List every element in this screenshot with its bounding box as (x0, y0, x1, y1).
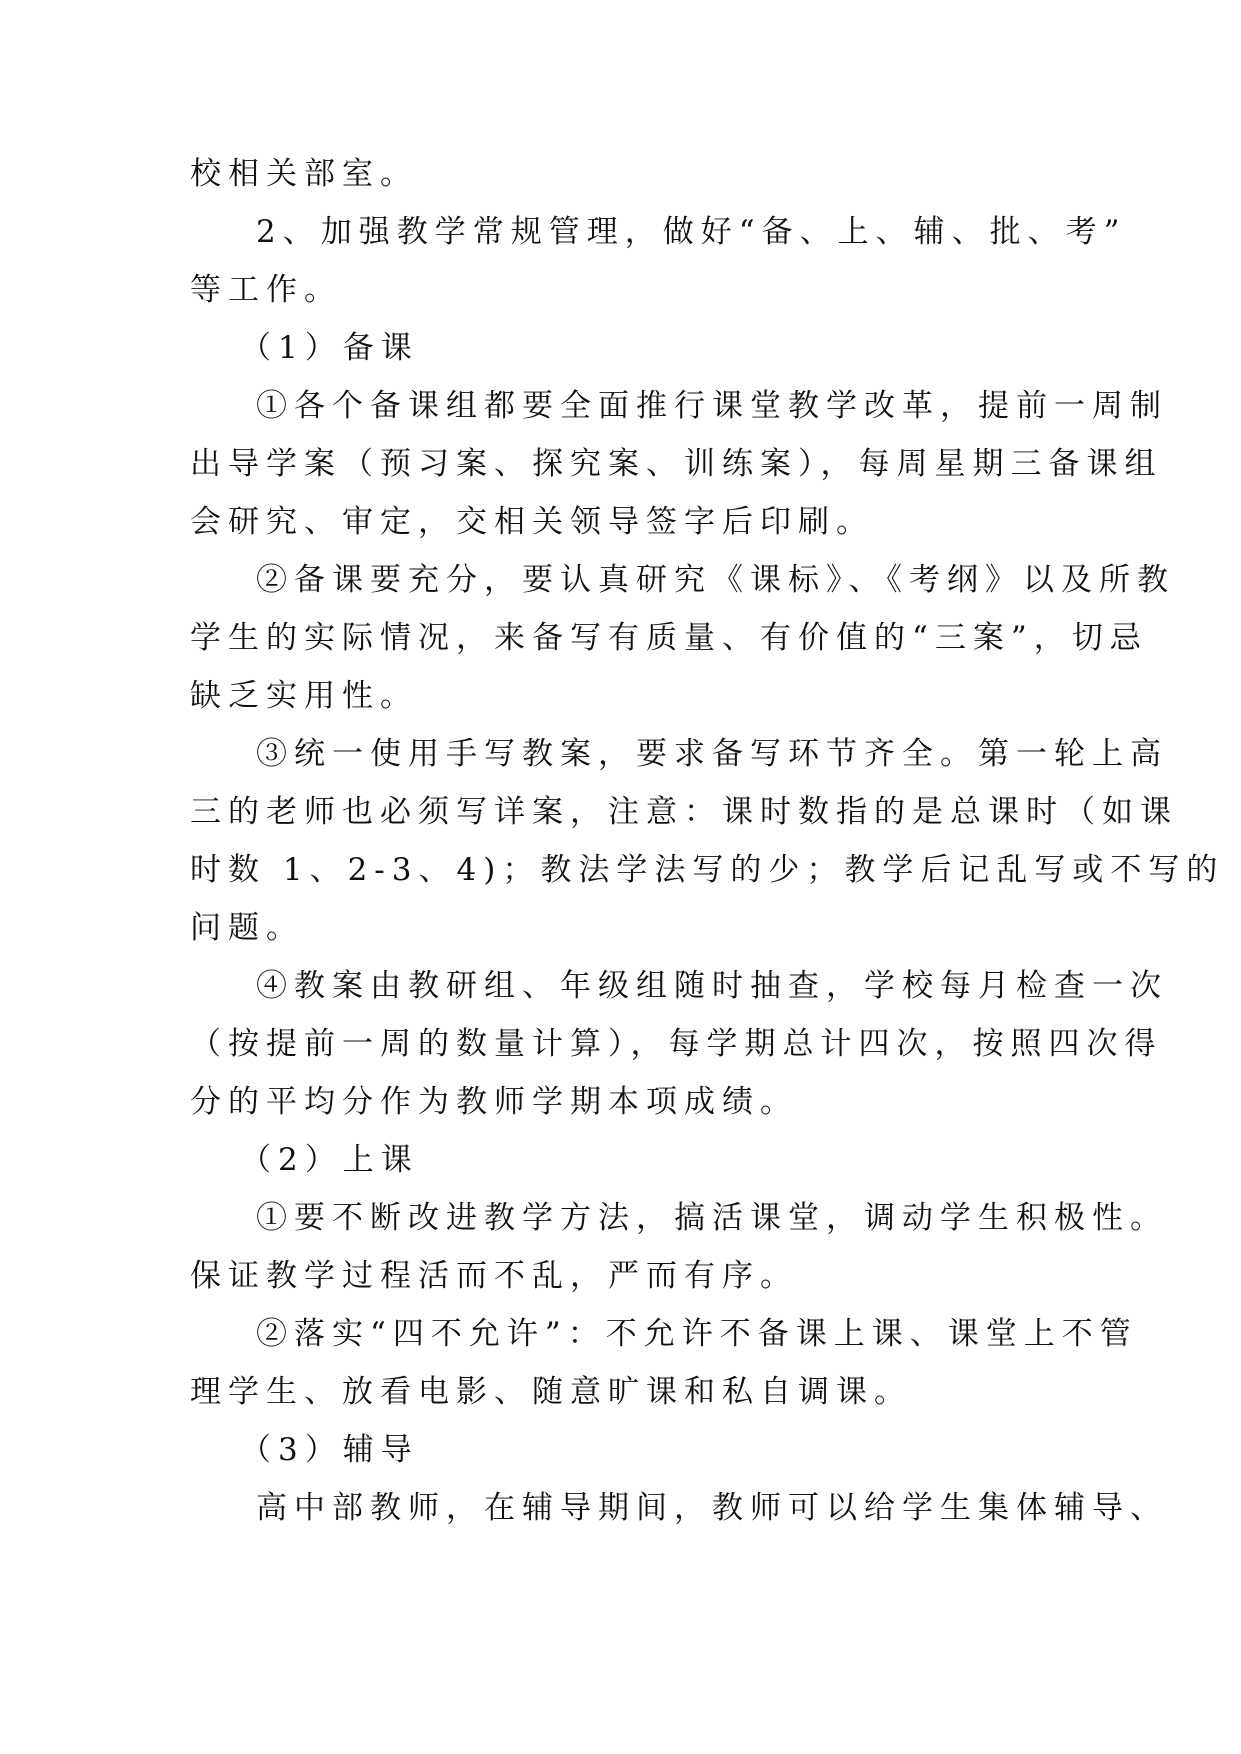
text-line: 缺乏实用性。 (190, 678, 418, 714)
text-line: 保证教学过程活而不乱，严而有序。 (190, 1258, 798, 1294)
text-line: 校相关部室。 (190, 156, 418, 192)
text-line: ①要不断改进教学方法，搞活课堂，调动学生积极性。 (256, 1200, 1168, 1236)
text-line: 会研究、审定，交相关领导签字后印刷。 (190, 504, 874, 540)
text-line: ②落实“四不允许”：不允许不备课上课、课堂上不管 (256, 1316, 1138, 1352)
text-line: ③统一使用手写教案，要求备写环节齐全。第一轮上高 (256, 736, 1168, 772)
text-line: ①各个备课组都要全面推行课堂教学改革，提前一周制 (256, 388, 1168, 424)
text-line: （按提前一周的数量计算），每学期总计四次，按照四次得 (190, 1026, 1163, 1062)
text-line: 时数 1、2-3、4)；教法学法写的少；教学后记乱写或不写的 (190, 852, 1225, 888)
text-line: ④教案由教研组、年级组随时抽查，学校每月检查一次 (256, 968, 1168, 1004)
text-line: 高中部教师，在辅导期间，教师可以给学生集体辅导、 (256, 1490, 1168, 1526)
text-line: 出导学案（预习案、探究案、训练案），每周星期三备课组 (190, 446, 1163, 482)
text-line: 学生的实际情况，来备写有质量、有价值的“三案”，切忌 (190, 620, 1148, 656)
text-line: 理学生、放看电影、随意旷课和私自调课。 (190, 1374, 912, 1410)
section-heading: 2、加强教学常规管理，做好“备、上、辅、批、考” (256, 214, 1127, 250)
text-line: 三的老师也必须写详案，注意：课时数指的是总课时（如课 (190, 794, 1178, 830)
text-line: ②备课要充分，要认真研究《课标》、《考纲》以及所教 (256, 562, 1175, 598)
subsection-heading: （3）辅导 (240, 1432, 419, 1468)
text-line: 分的平均分作为教师学期本项成绩。 (190, 1084, 798, 1120)
subsection-heading: （1）备课 (240, 330, 419, 366)
text-line: 问题。 (190, 910, 304, 946)
subsection-heading: （2）上课 (240, 1142, 419, 1178)
text-line: 等工作。 (190, 272, 342, 308)
